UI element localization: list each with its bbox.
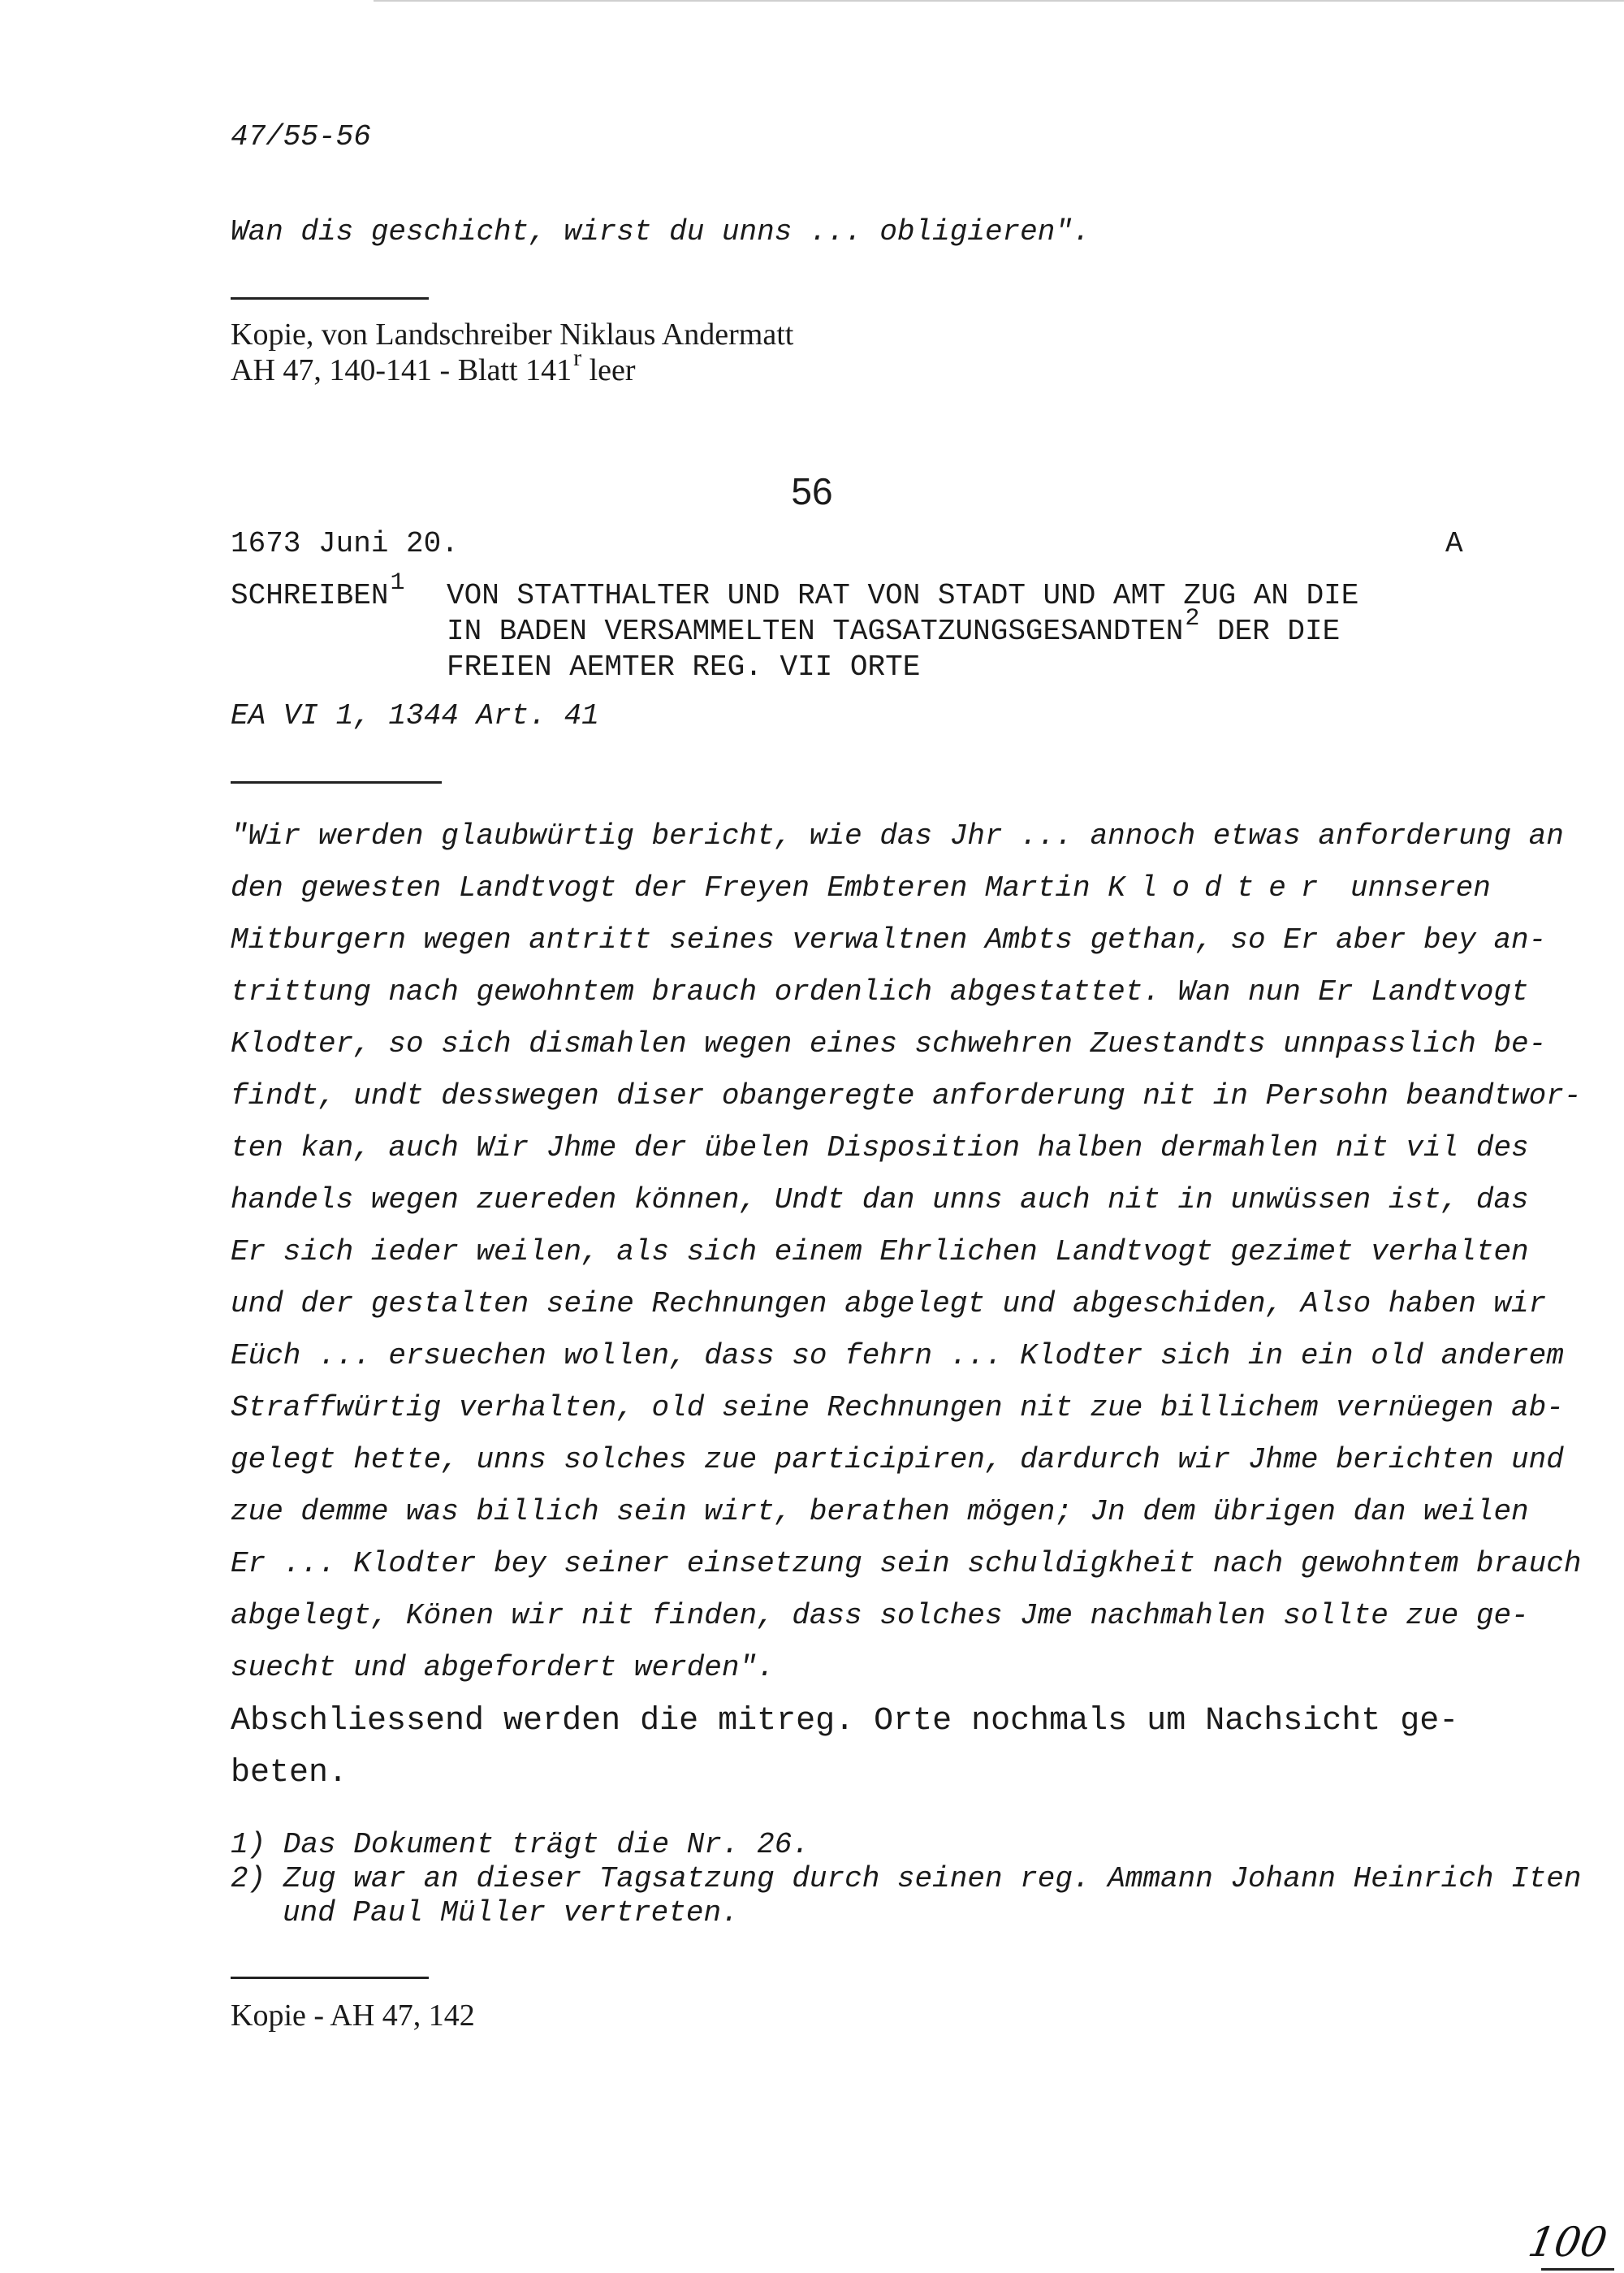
separator-rule	[231, 781, 442, 784]
title-line-2: IN BADEN VERSAMMELTEN TAGSATZUNGSGESANDTEN$^2$ DER DIE	[447, 605, 1341, 648]
quote-line: und der gestalten seine Rechnungen abgelegt und abgeschiden, Also haben wir	[231, 1287, 1547, 1320]
quote-line: ten kan, auch Wir Jhme der übelen Disposition halben dermahlen nit vil des	[231, 1131, 1529, 1165]
quote-line: suecht und abgefordert werden".	[231, 1651, 775, 1684]
quote-line: trittung nach gewohntem brauch ordenlich abgestattet. Wan nun Er Landtvogt	[231, 975, 1529, 1009]
separator-rule	[231, 297, 429, 300]
citation: EA VI 1, 1344 Art. 41	[231, 699, 599, 732]
summary-line: Abschliessend werden die mitreg. Orte nochmals um Nachsicht ge-	[231, 1703, 1459, 1739]
title-line-3: FREIEN AEMTER REG. VII ORTE	[447, 650, 921, 684]
summary-line: beten.	[231, 1755, 348, 1791]
quote-line: Er sich ieder weilen, als sich einem Ehrlichen Landtvogt gezimet verhalten	[231, 1235, 1529, 1268]
quote-line: "Wir werden glaubwürtig bericht, wie das Jhr ... annoch etwas anforderung an	[231, 819, 1564, 853]
previous-source-line: Kopie, von Landschreiber Niklaus Andermatt	[231, 318, 794, 352]
entry-marker: A	[1445, 527, 1463, 560]
footnote-2-continued: und Paul Müller vertreten.	[283, 1896, 739, 1929]
footer-source: Kopie - AH 47, 142	[231, 1999, 475, 2033]
quote-line: Er ... Klodter bey seiner einsetzung sein schuldigkheit nach gewohntem brauch	[231, 1547, 1582, 1580]
quote-line: Straffwürtig verhalten, old seine Rechnungen nit zue billichem vernüegen ab-	[231, 1391, 1564, 1424]
previous-entry-quote: Wan dis geschicht, wirst du unns ... obligieren".	[231, 215, 1091, 248]
quote-line: handels wegen zuereden können, Undt dan unns auch nit in unwüssen ist, das	[231, 1183, 1529, 1216]
title-keyword: SCHREIBEN$^1$	[231, 569, 405, 612]
annotation-underline	[1541, 2268, 1614, 2271]
quote-line: abgelegt, Könen wir nit finden, dass solches Jme nachmahlen sollte zue ge-	[231, 1599, 1529, 1632]
footnote-ref-2: 2	[1185, 605, 1200, 633]
scan-edge	[374, 0, 1624, 2]
quote-line: Klodter, so sich dismahlen wegen eines schwehren Zuestandts unnpasslich be-	[231, 1027, 1547, 1061]
entry-date: 1673 Juni 20.	[231, 527, 459, 560]
title-line-1: VON STATTHALTER UND RAT VON STADT UND AMT ZUG AN DIE	[447, 579, 1359, 612]
footnote-2: 2) Zug war an dieser Tagsatzung durch seinen reg. Ammann Johann Heinrich Iten	[231, 1862, 1582, 1895]
quote-line: zue demme was billich sein wirt, berathen mögen; Jn dem übrigen dan weilen	[231, 1495, 1529, 1528]
quote-line: Mitburgern wegen antritt seines verwaltnen Ambts gethan, so Er aber bey an-	[231, 923, 1547, 957]
entry-number: 56	[791, 470, 833, 512]
footnote-ref-1: 1	[390, 569, 405, 597]
quote-line: findt, undt desswegen diser obangeregte anforderung nit in Persohn beandtwor-	[231, 1079, 1582, 1113]
quote-line: gelegt hette, unns solches zue participiren, dardurch wir Jhme berichten und	[231, 1443, 1564, 1476]
previous-source-folio: AH 47, 140-141 - Blatt 141$^r$ leer	[231, 344, 636, 387]
handwritten-page-number: 100	[1524, 2219, 1611, 2266]
quote-line: den gewesten Landtvogt der Freyen Embteren Martin Klodter unnseren	[231, 871, 1491, 905]
separator-rule	[231, 1977, 429, 1979]
folio-superscript: r	[573, 344, 582, 371]
footnote-1: 1) Das Dokument trägt die Nr. 26.	[231, 1828, 810, 1861]
page-reference: 47/55-56	[231, 120, 371, 153]
spaced-name: Klodter	[1108, 871, 1333, 905]
quote-line: Eüch ... ersuechen wollen, dass so fehrn ... Klodter sich in ein old anderem	[231, 1339, 1564, 1372]
